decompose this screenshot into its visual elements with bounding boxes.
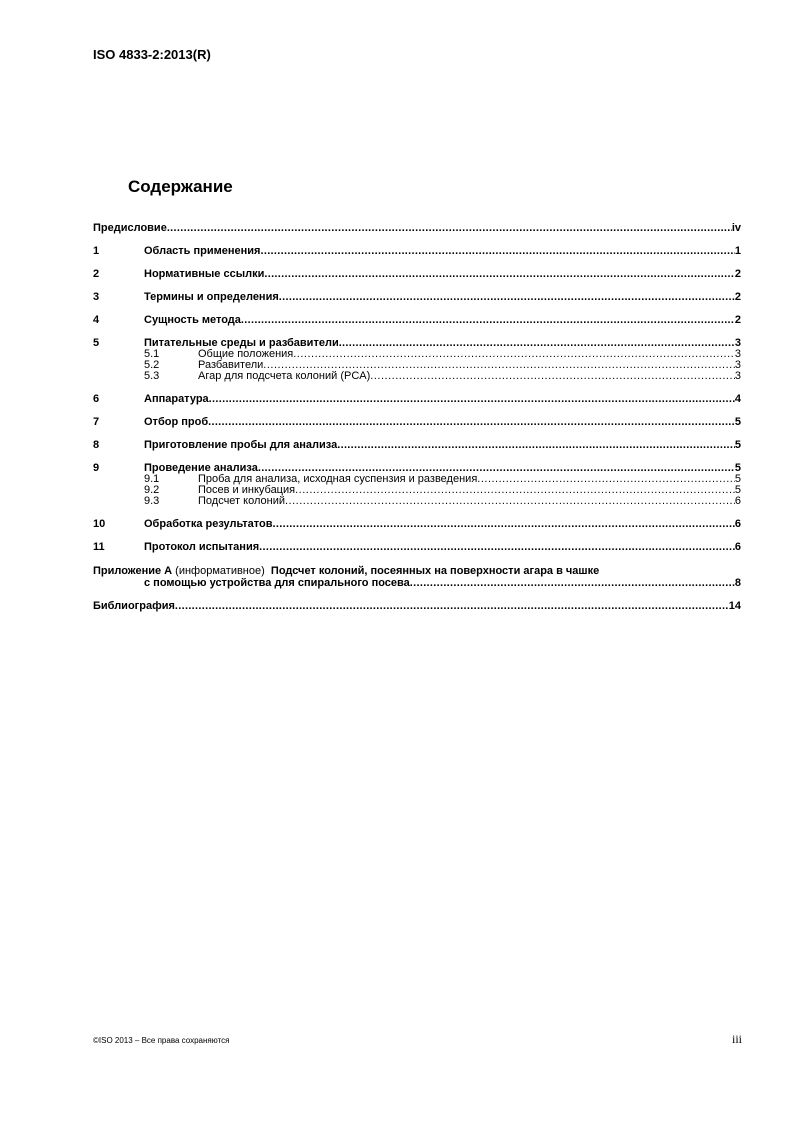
toc-entry-6[interactable] xyxy=(93,394,741,405)
dot-leader xyxy=(264,269,735,280)
toc-entry-title: Питательные среды и разбавители xyxy=(144,338,339,349)
dot-leader xyxy=(259,542,735,553)
toc-entry-number: 10 xyxy=(93,519,106,530)
toc-entry-title: Подсчет колоний xyxy=(198,496,285,507)
toc-subentry-9-3[interactable] xyxy=(93,496,741,507)
toc-entry-annex-a-continued[interactable] xyxy=(93,578,741,589)
toc-subentry-5-3[interactable] xyxy=(93,371,741,382)
toc-entry-title: Нормативные ссылки xyxy=(144,269,265,280)
toc-entry-1[interactable] xyxy=(93,246,741,257)
dot-leader xyxy=(273,519,735,530)
toc-entry-title: Сущность метода xyxy=(144,315,241,326)
toc-entry-page: 5 xyxy=(734,474,741,485)
footer-copyright: ©ISO 2013 – Все права сохраняются xyxy=(93,1036,230,1045)
table-of-contents xyxy=(93,223,741,612)
dot-leader xyxy=(370,371,735,382)
toc-entry-page: 6 xyxy=(734,542,741,553)
dot-leader xyxy=(167,223,732,234)
toc-entry-number: 9 xyxy=(93,463,100,474)
toc-subentry-9-1[interactable] xyxy=(93,474,741,485)
dot-leader xyxy=(208,417,735,428)
toc-entry-number: 6 xyxy=(93,394,100,405)
toc-entry-title: Библиография xyxy=(93,601,175,612)
toc-entry-page: 14 xyxy=(728,601,741,612)
annex-label: Приложение А xyxy=(93,565,173,577)
toc-entry-5[interactable] xyxy=(93,338,741,349)
toc-title: Содержание xyxy=(128,177,233,196)
toc-entry-page: 2 xyxy=(734,269,741,280)
dot-leader xyxy=(293,349,735,360)
dot-leader xyxy=(279,292,735,303)
toc-entry-title: Область применения xyxy=(144,246,261,257)
toc-entry-number: 9.2 xyxy=(144,485,160,496)
toc-entry-title: Общие положения xyxy=(198,349,294,360)
toc-entry-page: 5 xyxy=(734,463,741,474)
toc-entry-number: 5.3 xyxy=(144,371,160,382)
toc-entry-page: 2 xyxy=(734,315,741,326)
toc-entry-title: Приготовление пробы для анализа xyxy=(144,440,338,451)
toc-entry-page: 6 xyxy=(734,496,741,507)
dot-leader xyxy=(241,315,735,326)
annex-kind: (информативное) xyxy=(175,565,265,577)
toc-entry-number: 8 xyxy=(93,440,100,451)
dot-leader xyxy=(295,485,735,496)
toc-entry-7[interactable] xyxy=(93,417,741,428)
toc-entry-annex-a[interactable] xyxy=(93,565,741,578)
document-code: ISO 4833-2:2013(R) xyxy=(93,47,211,62)
toc-entry-8[interactable] xyxy=(93,440,741,451)
dot-leader xyxy=(209,394,735,405)
toc-entry-title: Аппаратура xyxy=(144,394,209,405)
toc-entry-page: iv xyxy=(731,223,741,234)
toc-entry-10[interactable] xyxy=(93,519,741,530)
toc-entry-number: 5.2 xyxy=(144,360,160,371)
toc-entry-title: Предисловие xyxy=(93,223,167,234)
toc-entry-title: Термины и определения xyxy=(144,292,279,303)
toc-entry-page: 3 xyxy=(734,338,741,349)
toc-entry-page: 3 xyxy=(734,371,741,382)
dot-leader xyxy=(258,463,735,474)
toc-entry-page: 5 xyxy=(734,485,741,496)
toc-entry-number: 5 xyxy=(93,338,100,349)
toc-entry-3[interactable] xyxy=(93,292,741,303)
toc-entry-page: 1 xyxy=(734,246,741,257)
toc-entry-number: 7 xyxy=(93,417,100,428)
toc-subentry-5-2[interactable] xyxy=(93,360,741,371)
toc-entry-number: 1 xyxy=(93,246,100,257)
toc-entry-page: 4 xyxy=(734,394,741,405)
toc-entry-page: 5 xyxy=(734,440,741,451)
toc-entry-bibliography[interactable] xyxy=(93,601,741,612)
toc-entry-number: 5.1 xyxy=(144,349,160,360)
toc-entry-4[interactable] xyxy=(93,315,741,326)
toc-entry-title: Разбавители xyxy=(198,360,264,371)
toc-entry-9[interactable] xyxy=(93,463,741,474)
toc-entry-title: Посев и инкубация xyxy=(198,485,296,496)
toc-entry-2[interactable] xyxy=(93,269,741,280)
toc-entry-page: 3 xyxy=(734,360,741,371)
toc-entry-number: 9.1 xyxy=(144,474,160,485)
toc-entry-title: Протокол испытания xyxy=(144,542,260,553)
toc-entry-page: 2 xyxy=(734,292,741,303)
toc-entry-number: 2 xyxy=(93,269,100,280)
toc-entry-page: 3 xyxy=(734,349,741,360)
dot-leader xyxy=(260,246,734,257)
dot-leader xyxy=(263,360,735,371)
toc-entry-foreword[interactable] xyxy=(93,223,741,234)
annex-title-line1: Подсчет колоний, посеянных на поверхности агара в чашке xyxy=(270,565,600,577)
dot-leader xyxy=(477,474,735,485)
toc-entry-title: Отбор проб xyxy=(144,417,209,428)
toc-entry-title: Проба для анализа, исходная суспензия и разведения xyxy=(198,474,478,485)
toc-entry-title: Проведение анализа xyxy=(144,463,258,474)
toc-entry-page: 5 xyxy=(734,417,741,428)
toc-entry-page: 8 xyxy=(734,578,741,589)
annex-title-line2: с помощью устройства для спирального посева xyxy=(144,578,410,589)
toc-subentry-9-2[interactable] xyxy=(93,485,741,496)
toc-entry-number: 9.3 xyxy=(144,496,160,507)
toc-entry-title: Агар для подсчета колоний (PCA) xyxy=(198,371,371,382)
dot-leader xyxy=(337,440,735,451)
toc-entry-11[interactable] xyxy=(93,542,741,553)
toc-entry-title: Обработка результатов xyxy=(144,519,273,530)
dot-leader xyxy=(339,338,735,349)
dot-leader xyxy=(285,496,735,507)
toc-entry-number: 4 xyxy=(93,315,100,326)
dot-leader xyxy=(175,601,729,612)
dot-leader xyxy=(410,578,735,589)
toc-entry-number: 3 xyxy=(93,292,100,303)
footer-page-number: iii xyxy=(731,1032,742,1046)
toc-subentry-5-1[interactable] xyxy=(93,349,741,360)
toc-entry-page: 6 xyxy=(734,519,741,530)
toc-entry-number: 11 xyxy=(93,542,105,553)
